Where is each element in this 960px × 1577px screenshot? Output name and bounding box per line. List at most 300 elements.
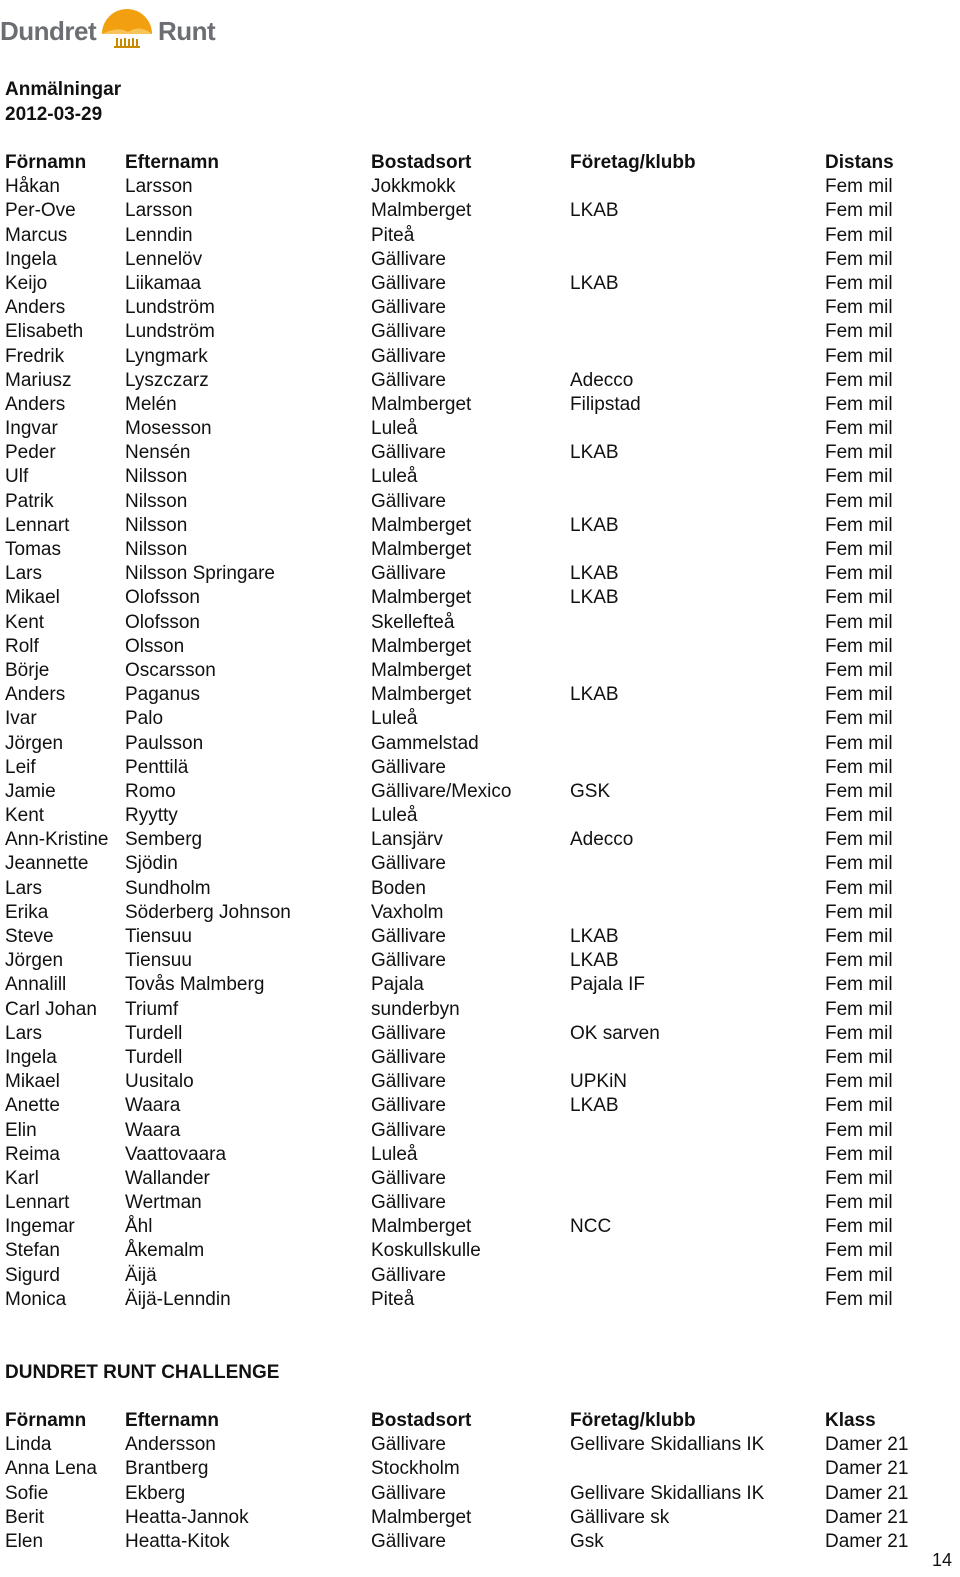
table-row [5, 1482, 935, 1506]
table-cell: Gällivare [371, 1119, 446, 1141]
table-cell: Nilsson Springare [125, 563, 275, 585]
table-row [5, 586, 935, 610]
table-cell: Fem mil [825, 563, 893, 585]
table-row [5, 248, 935, 272]
table-cell: Gällivare [371, 926, 446, 947]
table-cell: Fem mil [825, 635, 893, 657]
table-cell: Koskullskulle [371, 1240, 481, 1262]
table-cell: Sjödin [125, 853, 178, 875]
table-row [5, 635, 935, 659]
registrations-table [5, 151, 935, 1312]
column-header: Bostadsort [371, 1410, 472, 1431]
table-cell: Fem mil [825, 514, 893, 536]
table-cell: Gällivare [371, 297, 446, 319]
dundret-runt-logo [0, 2, 230, 54]
table-cell: Lennart [5, 514, 70, 536]
table-row [5, 1094, 935, 1118]
table-row [5, 780, 935, 804]
table-cell: Palo [125, 708, 164, 730]
table-cell: Peder [5, 442, 56, 464]
table-cell: LKAB [570, 442, 619, 464]
table-cell: Erika [5, 901, 49, 923]
table-cell: Fem mil [825, 998, 893, 1020]
table-cell: Heatta-Jannok [125, 1506, 249, 1528]
table-cell: Mosesson [125, 418, 212, 440]
table-cell: Uusitalo [125, 1071, 194, 1093]
table-cell: Gällivare [371, 1167, 446, 1189]
table-row [5, 1143, 935, 1167]
table-cell: Gällivare [371, 853, 446, 875]
table-cell: Oscarsson [125, 659, 216, 681]
table-cell: Per-Ove [5, 200, 76, 222]
table-cell: Malmberget [371, 635, 472, 657]
table-row [5, 1457, 935, 1481]
table-row [5, 199, 935, 223]
table-cell: Pajala IF [570, 974, 645, 996]
table-cell: Skellefteå [371, 611, 455, 633]
table-cell: Olofsson [125, 587, 200, 609]
table-cell: Sigurd [5, 1264, 60, 1286]
table-cell: Nilsson [125, 466, 188, 488]
table-cell: Vaxholm [371, 901, 444, 923]
table-cell: Fem mil [825, 1095, 893, 1117]
table-cell: Fem mil [825, 1216, 893, 1238]
table-cell: Boden [371, 877, 426, 899]
table-cell: Jokkmokk [371, 176, 456, 198]
table-cell: Malmberget [371, 684, 472, 706]
table-cell: Triumf [125, 998, 179, 1020]
table-row [5, 514, 935, 538]
table-header-row [5, 151, 935, 175]
table-cell: Annalill [5, 974, 67, 996]
table-cell: Gammelstad [371, 732, 479, 754]
table-cell: Waara [125, 1095, 181, 1117]
table-cell: Damer 21 [825, 1530, 909, 1552]
table-cell: Fem mil [825, 926, 893, 947]
table-cell: Fem mil [825, 950, 893, 972]
challenge-section-title: DUNDRET RUNT CHALLENGE [5, 1362, 280, 1383]
table-cell: GSK [570, 780, 611, 802]
column-header: Företag/klubb [570, 152, 696, 173]
table-cell: Malmberget [371, 587, 472, 609]
table-cell: Reima [5, 1143, 60, 1165]
table-cell: Lars [5, 877, 42, 899]
table-cell: LKAB [570, 926, 619, 947]
table-cell: Pajala [371, 974, 424, 996]
table-cell: Äijä [125, 1264, 157, 1286]
table-row [5, 175, 935, 199]
table-row [5, 1191, 935, 1215]
table-cell: Gällivare [371, 1482, 446, 1504]
table-cell: Fem mil [825, 853, 893, 875]
table-row [5, 1530, 935, 1554]
table-cell: Liikamaa [125, 272, 202, 294]
table-cell: Anders [5, 393, 66, 415]
table-row [5, 1264, 935, 1288]
table-cell: LKAB [570, 272, 619, 294]
column-header: Förnamn [5, 1410, 87, 1431]
table-cell: Piteå [371, 1288, 415, 1310]
table-cell: Tiensuu [125, 926, 192, 947]
table-cell: Malmberget [371, 514, 472, 536]
table-cell: Karl [5, 1167, 39, 1189]
table-cell: Jörgen [5, 950, 64, 972]
table-row [5, 1070, 935, 1094]
table-cell: Gällivare/Mexico [371, 780, 512, 802]
table-cell: Ulf [5, 466, 29, 488]
column-header: Efternamn [125, 1410, 219, 1431]
table-cell: Gällivare [371, 1264, 446, 1286]
table-cell: Anna Lena [5, 1458, 97, 1480]
table-cell: Wallander [125, 1167, 210, 1189]
table-cell: Fem mil [825, 176, 893, 198]
table-cell: Damer 21 [825, 1434, 909, 1456]
table-cell: Fem mil [825, 1167, 893, 1189]
table-cell: Fem mil [825, 1288, 893, 1310]
table-row [5, 1215, 935, 1239]
table-cell: Penttilä [125, 756, 189, 778]
table-row [5, 998, 935, 1022]
table-cell: Fem mil [825, 297, 893, 319]
table-row [5, 562, 935, 586]
table-cell: Gällivare [371, 490, 446, 512]
table-cell: Gellivare Skidallians IK [570, 1482, 765, 1504]
table-cell: Fem mil [825, 756, 893, 778]
table-cell: Lars [5, 1022, 42, 1044]
table-cell: Gällivare [371, 345, 446, 367]
table-cell: Tiensuu [125, 950, 192, 972]
table-cell: Anders [5, 297, 66, 319]
table-cell: Paulsson [125, 732, 204, 754]
table-row [5, 611, 935, 635]
table-row [5, 441, 935, 465]
table-cell: Anette [5, 1095, 60, 1117]
table-row [5, 393, 935, 417]
table-row [5, 852, 935, 876]
table-row [5, 973, 935, 997]
table-cell: Berit [5, 1506, 45, 1528]
table-cell: Heatta-Kitok [125, 1530, 230, 1552]
table-cell: Fem mil [825, 1240, 893, 1262]
table-cell: Fem mil [825, 345, 893, 367]
table-cell: sunderbyn [371, 998, 460, 1020]
table-cell: Marcus [5, 224, 68, 246]
table-cell: Gällivare sk [570, 1506, 670, 1528]
table-cell: Fem mil [825, 829, 893, 851]
table-cell: Gällivare [371, 442, 446, 464]
column-header: Distans [825, 152, 894, 173]
table-row [5, 1288, 935, 1312]
logo-word-runt: Runt [158, 16, 216, 46]
table-cell: Vaattovaara [125, 1143, 227, 1165]
table-cell: Fem mil [825, 611, 893, 633]
table-cell: Mariusz [5, 369, 72, 391]
table-cell: Rolf [5, 635, 39, 657]
table-cell: Nilsson [125, 539, 188, 560]
table-cell: Gällivare [371, 950, 446, 972]
table-cell: Mikael [5, 1071, 60, 1093]
table-cell: Stockholm [371, 1458, 460, 1480]
table-row [5, 369, 935, 393]
table-cell: Fem mil [825, 224, 893, 246]
table-cell: Lennart [5, 1192, 70, 1214]
table-row [5, 925, 935, 949]
table-cell: Fem mil [825, 684, 893, 706]
table-cell: Gällivare [371, 248, 446, 270]
table-row [5, 272, 935, 296]
table-cell: Ingela [5, 248, 57, 270]
sun-mountain-icon [98, 4, 156, 54]
table-cell: Gällivare [371, 369, 446, 391]
table-row [5, 949, 935, 973]
table-cell: Gällivare [371, 1046, 446, 1068]
table-cell: Carl Johan [5, 998, 97, 1020]
page-title: Anmälningar [5, 79, 122, 100]
table-cell: Gällivare [371, 1192, 446, 1214]
table-cell: Ryytty [125, 805, 178, 827]
table-cell: Lyngmark [125, 345, 208, 367]
table-cell: Malmberget [371, 1506, 472, 1528]
table-cell: Fem mil [825, 466, 893, 488]
table-cell: Fem mil [825, 1192, 893, 1214]
table-cell: Fem mil [825, 877, 893, 899]
table-row [5, 877, 935, 901]
table-cell: Fem mil [825, 974, 893, 996]
table-cell: Söderberg Johnson [125, 901, 291, 923]
table-cell: Gällivare [371, 1095, 446, 1117]
table-cell: UPKiN [570, 1071, 628, 1093]
table-cell: Fem mil [825, 1046, 893, 1068]
table-cell: Luleå [371, 708, 418, 730]
table-row [5, 1506, 935, 1530]
table-cell: Gällivare [371, 321, 446, 343]
table-cell: NCC [570, 1216, 612, 1238]
table-cell: Olofsson [125, 611, 200, 633]
table-cell: Gsk [570, 1530, 604, 1552]
table-cell: Gällivare [371, 1530, 446, 1552]
table-cell: Turdell [125, 1022, 183, 1044]
table-cell: Sundholm [125, 877, 211, 899]
column-header: Förnamn [5, 152, 87, 173]
table-cell: Lyszczarz [125, 369, 209, 391]
table-cell: Patrik [5, 490, 54, 512]
table-cell: Semberg [125, 829, 203, 851]
table-cell: Olsson [125, 635, 185, 657]
table-cell: Elisabeth [5, 321, 84, 343]
table-cell: Adecco [570, 829, 634, 851]
table-cell: Åkemalm [125, 1240, 205, 1262]
table-row [5, 683, 935, 707]
table-cell: Gellivare Skidallians IK [570, 1434, 765, 1456]
table-cell: Malmberget [371, 1216, 472, 1238]
table-cell: Fem mil [825, 272, 893, 294]
table-cell: Adecco [570, 369, 634, 391]
table-cell: Andersson [125, 1434, 216, 1456]
table-row [5, 901, 935, 925]
table-cell: Gällivare [371, 1434, 446, 1456]
table-cell: Nilsson [125, 514, 188, 536]
table-cell: Kent [5, 805, 45, 827]
table-cell: Monica [5, 1288, 67, 1310]
table-row [5, 804, 935, 828]
table-cell: Malmberget [371, 393, 472, 415]
table-row [5, 707, 935, 731]
table-cell: Leif [5, 756, 36, 778]
table-cell: Fem mil [825, 248, 893, 270]
table-cell: Lennelöv [125, 248, 203, 270]
table-cell: Malmberget [371, 659, 472, 681]
table-row [5, 296, 935, 320]
table-cell: LKAB [570, 684, 619, 706]
table-cell: Lars [5, 563, 42, 585]
table-row [5, 490, 935, 514]
table-cell: Malmberget [371, 539, 472, 560]
table-row [5, 1167, 935, 1191]
table-cell: Keijo [5, 272, 48, 294]
report-date: 2012-03-29 [5, 104, 103, 125]
table-cell: Fem mil [825, 1264, 893, 1286]
table-cell: Ingvar [5, 418, 58, 440]
table-cell: Stefan [5, 1240, 60, 1262]
table-cell: Luleå [371, 418, 418, 440]
table-row [5, 417, 935, 441]
table-row [5, 1022, 935, 1046]
table-header-row [5, 1409, 935, 1433]
table-cell: Jamie [5, 780, 56, 802]
table-row [5, 1433, 935, 1457]
table-cell: Steve [5, 926, 54, 947]
table-cell: Linda [5, 1434, 52, 1456]
table-cell: LKAB [570, 563, 619, 585]
table-cell: Fem mil [825, 490, 893, 512]
table-cell: Ann-Kristine [5, 829, 109, 851]
table-cell: Damer 21 [825, 1458, 909, 1480]
table-row [5, 224, 935, 248]
table-cell: Jeannette [5, 853, 89, 875]
table-row [5, 320, 935, 344]
table-cell: Börje [5, 659, 50, 681]
table-row [5, 1239, 935, 1263]
table-cell: Tomas [5, 539, 61, 560]
table-row [5, 732, 935, 756]
table-cell: Luleå [371, 805, 418, 827]
table-cell: Romo [125, 780, 176, 802]
table-cell: LKAB [570, 587, 619, 609]
table-cell: Mikael [5, 587, 60, 609]
column-header: Bostadsort [371, 152, 472, 173]
table-cell: Gällivare [371, 563, 446, 585]
table-cell: Fem mil [825, 805, 893, 827]
table-cell: Ingela [5, 1046, 57, 1068]
table-cell: Damer 21 [825, 1506, 909, 1528]
table-cell: Ivar [5, 708, 37, 730]
table-cell: Ingemar [5, 1216, 75, 1238]
table-cell: Larsson [125, 200, 193, 222]
table-cell: Gällivare [371, 272, 446, 294]
table-cell: Gällivare [371, 1022, 446, 1044]
table-cell: Fem mil [825, 369, 893, 391]
table-cell: Piteå [371, 224, 415, 246]
table-cell: Fem mil [825, 780, 893, 802]
table-cell: Waara [125, 1119, 181, 1141]
table-cell: LKAB [570, 1095, 619, 1117]
column-header: Företag/klubb [570, 1410, 696, 1431]
table-cell: Larsson [125, 176, 193, 198]
table-row [5, 756, 935, 780]
table-cell: Fem mil [825, 901, 893, 923]
table-row [5, 345, 935, 369]
table-cell: Lundström [125, 321, 215, 343]
table-cell: Elen [5, 1530, 44, 1552]
table-cell: Fem mil [825, 539, 893, 560]
table-cell: Håkan [5, 176, 60, 198]
table-cell: Brantberg [125, 1458, 209, 1480]
table-cell: Fem mil [825, 200, 893, 222]
table-cell: Fem mil [825, 1143, 893, 1165]
table-cell: OK sarven [570, 1022, 660, 1044]
table-cell: Sofie [5, 1482, 49, 1504]
table-cell: Äijä-Lenndin [125, 1288, 231, 1310]
table-cell: Lundström [125, 297, 215, 319]
table-row [5, 828, 935, 852]
table-cell: Fem mil [825, 442, 893, 464]
table-cell: Ekberg [125, 1482, 186, 1504]
table-row [5, 1119, 935, 1143]
table-cell: Fredrik [5, 345, 65, 367]
table-cell: Fem mil [825, 393, 893, 415]
table-cell: Nensén [125, 442, 191, 464]
table-cell: Fem mil [825, 732, 893, 754]
table-cell: Elin [5, 1119, 37, 1141]
table-cell: Fem mil [825, 1022, 893, 1044]
table-row [5, 465, 935, 489]
column-header: Efternamn [125, 152, 219, 173]
table-cell: Lenndin [125, 224, 193, 246]
table-cell: Fem mil [825, 418, 893, 440]
table-cell: Gällivare [371, 1071, 446, 1093]
table-cell: Åhl [125, 1216, 153, 1238]
table-cell: Filipstad [570, 393, 641, 415]
table-cell: Damer 21 [825, 1482, 909, 1504]
table-cell: Fem mil [825, 708, 893, 730]
table-cell: Melén [125, 393, 177, 415]
table-cell: LKAB [570, 950, 619, 972]
column-header: Klass [825, 1410, 876, 1431]
table-cell: Tovås Malmberg [125, 974, 265, 996]
table-cell: Luleå [371, 466, 418, 488]
table-cell: Malmberget [371, 200, 472, 222]
page-number: 14 [932, 1550, 953, 1570]
table-cell: LKAB [570, 200, 619, 222]
table-cell: Kent [5, 611, 45, 633]
table-row [5, 659, 935, 683]
table-cell: Lansjärv [371, 829, 443, 851]
table-cell: Fem mil [825, 1119, 893, 1141]
table-cell: LKAB [570, 514, 619, 536]
table-cell: Paganus [125, 684, 201, 706]
table-row [5, 538, 935, 562]
table-row [5, 1046, 935, 1070]
table-cell: Anders [5, 684, 66, 706]
table-cell: Gällivare [371, 756, 446, 778]
table-cell: Fem mil [825, 321, 893, 343]
logo-word-dundret: Dundret [0, 16, 97, 46]
table-cell: Turdell [125, 1046, 183, 1068]
table-cell: Fem mil [825, 587, 893, 609]
table-cell: Jörgen [5, 732, 64, 754]
table-cell: Luleå [371, 1143, 418, 1165]
challenge-table [5, 1409, 935, 1554]
